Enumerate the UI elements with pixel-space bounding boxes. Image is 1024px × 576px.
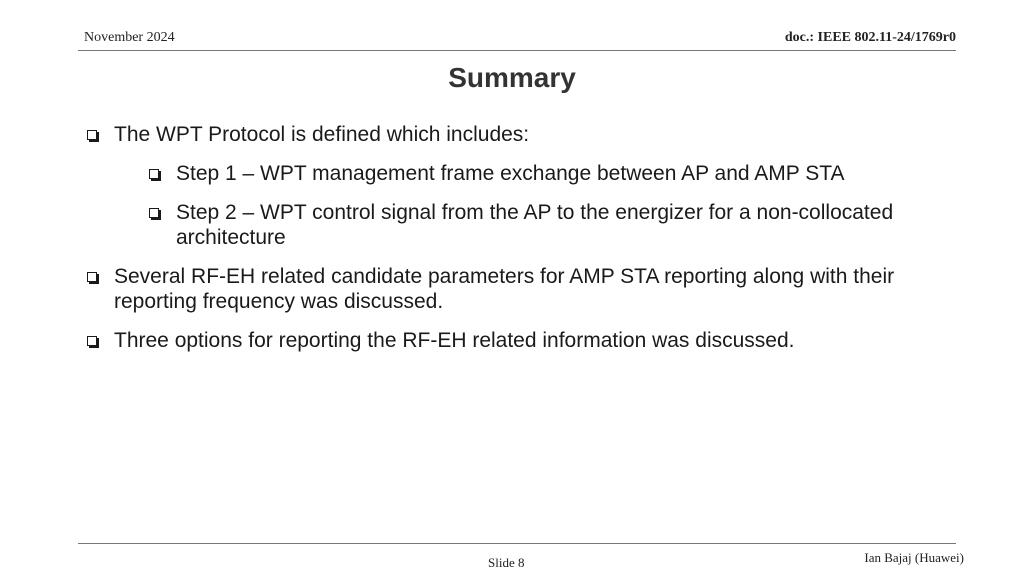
checkbox-bullet-icon xyxy=(87,336,97,346)
bullet-text: The WPT Protocol is defined which includes: xyxy=(114,123,530,146)
bullet-text: Several RF-EH related candidate parameters for AMP STA reporting along with their reporting frequency was discussed. xyxy=(114,265,895,313)
sub-bullet-item xyxy=(148,200,946,250)
bullet-text: Step 2 – WPT control signal from the AP to the energizer for a non-collocated architecture xyxy=(176,201,894,249)
footer-divider xyxy=(78,543,956,544)
bullet-text: Three options for reporting the RF-EH related information was discussed. xyxy=(114,329,795,352)
checkbox-bullet-icon xyxy=(87,272,97,282)
header-divider xyxy=(78,50,956,51)
bullet-item xyxy=(86,264,946,314)
checkbox-bullet-icon xyxy=(87,130,97,140)
bullet-list xyxy=(86,122,946,367)
bullet-item xyxy=(86,328,946,353)
checkbox-bullet-icon xyxy=(149,208,159,218)
sub-bullet-item xyxy=(148,161,946,186)
slide-number: Slide 8 xyxy=(488,555,525,570)
bullet-item xyxy=(86,122,946,147)
bullet-text: Step 1 – WPT management frame exchange between AP and AMP STA xyxy=(176,162,845,185)
slide-title: Summary xyxy=(448,62,576,93)
header-date: November 2024 xyxy=(84,30,175,45)
author-credit: Ian Bajaj (Huawei) xyxy=(864,550,964,565)
checkbox-bullet-icon xyxy=(149,169,159,179)
header-doc-id: doc.: IEEE 802.11-24/1769r0 xyxy=(784,30,956,45)
